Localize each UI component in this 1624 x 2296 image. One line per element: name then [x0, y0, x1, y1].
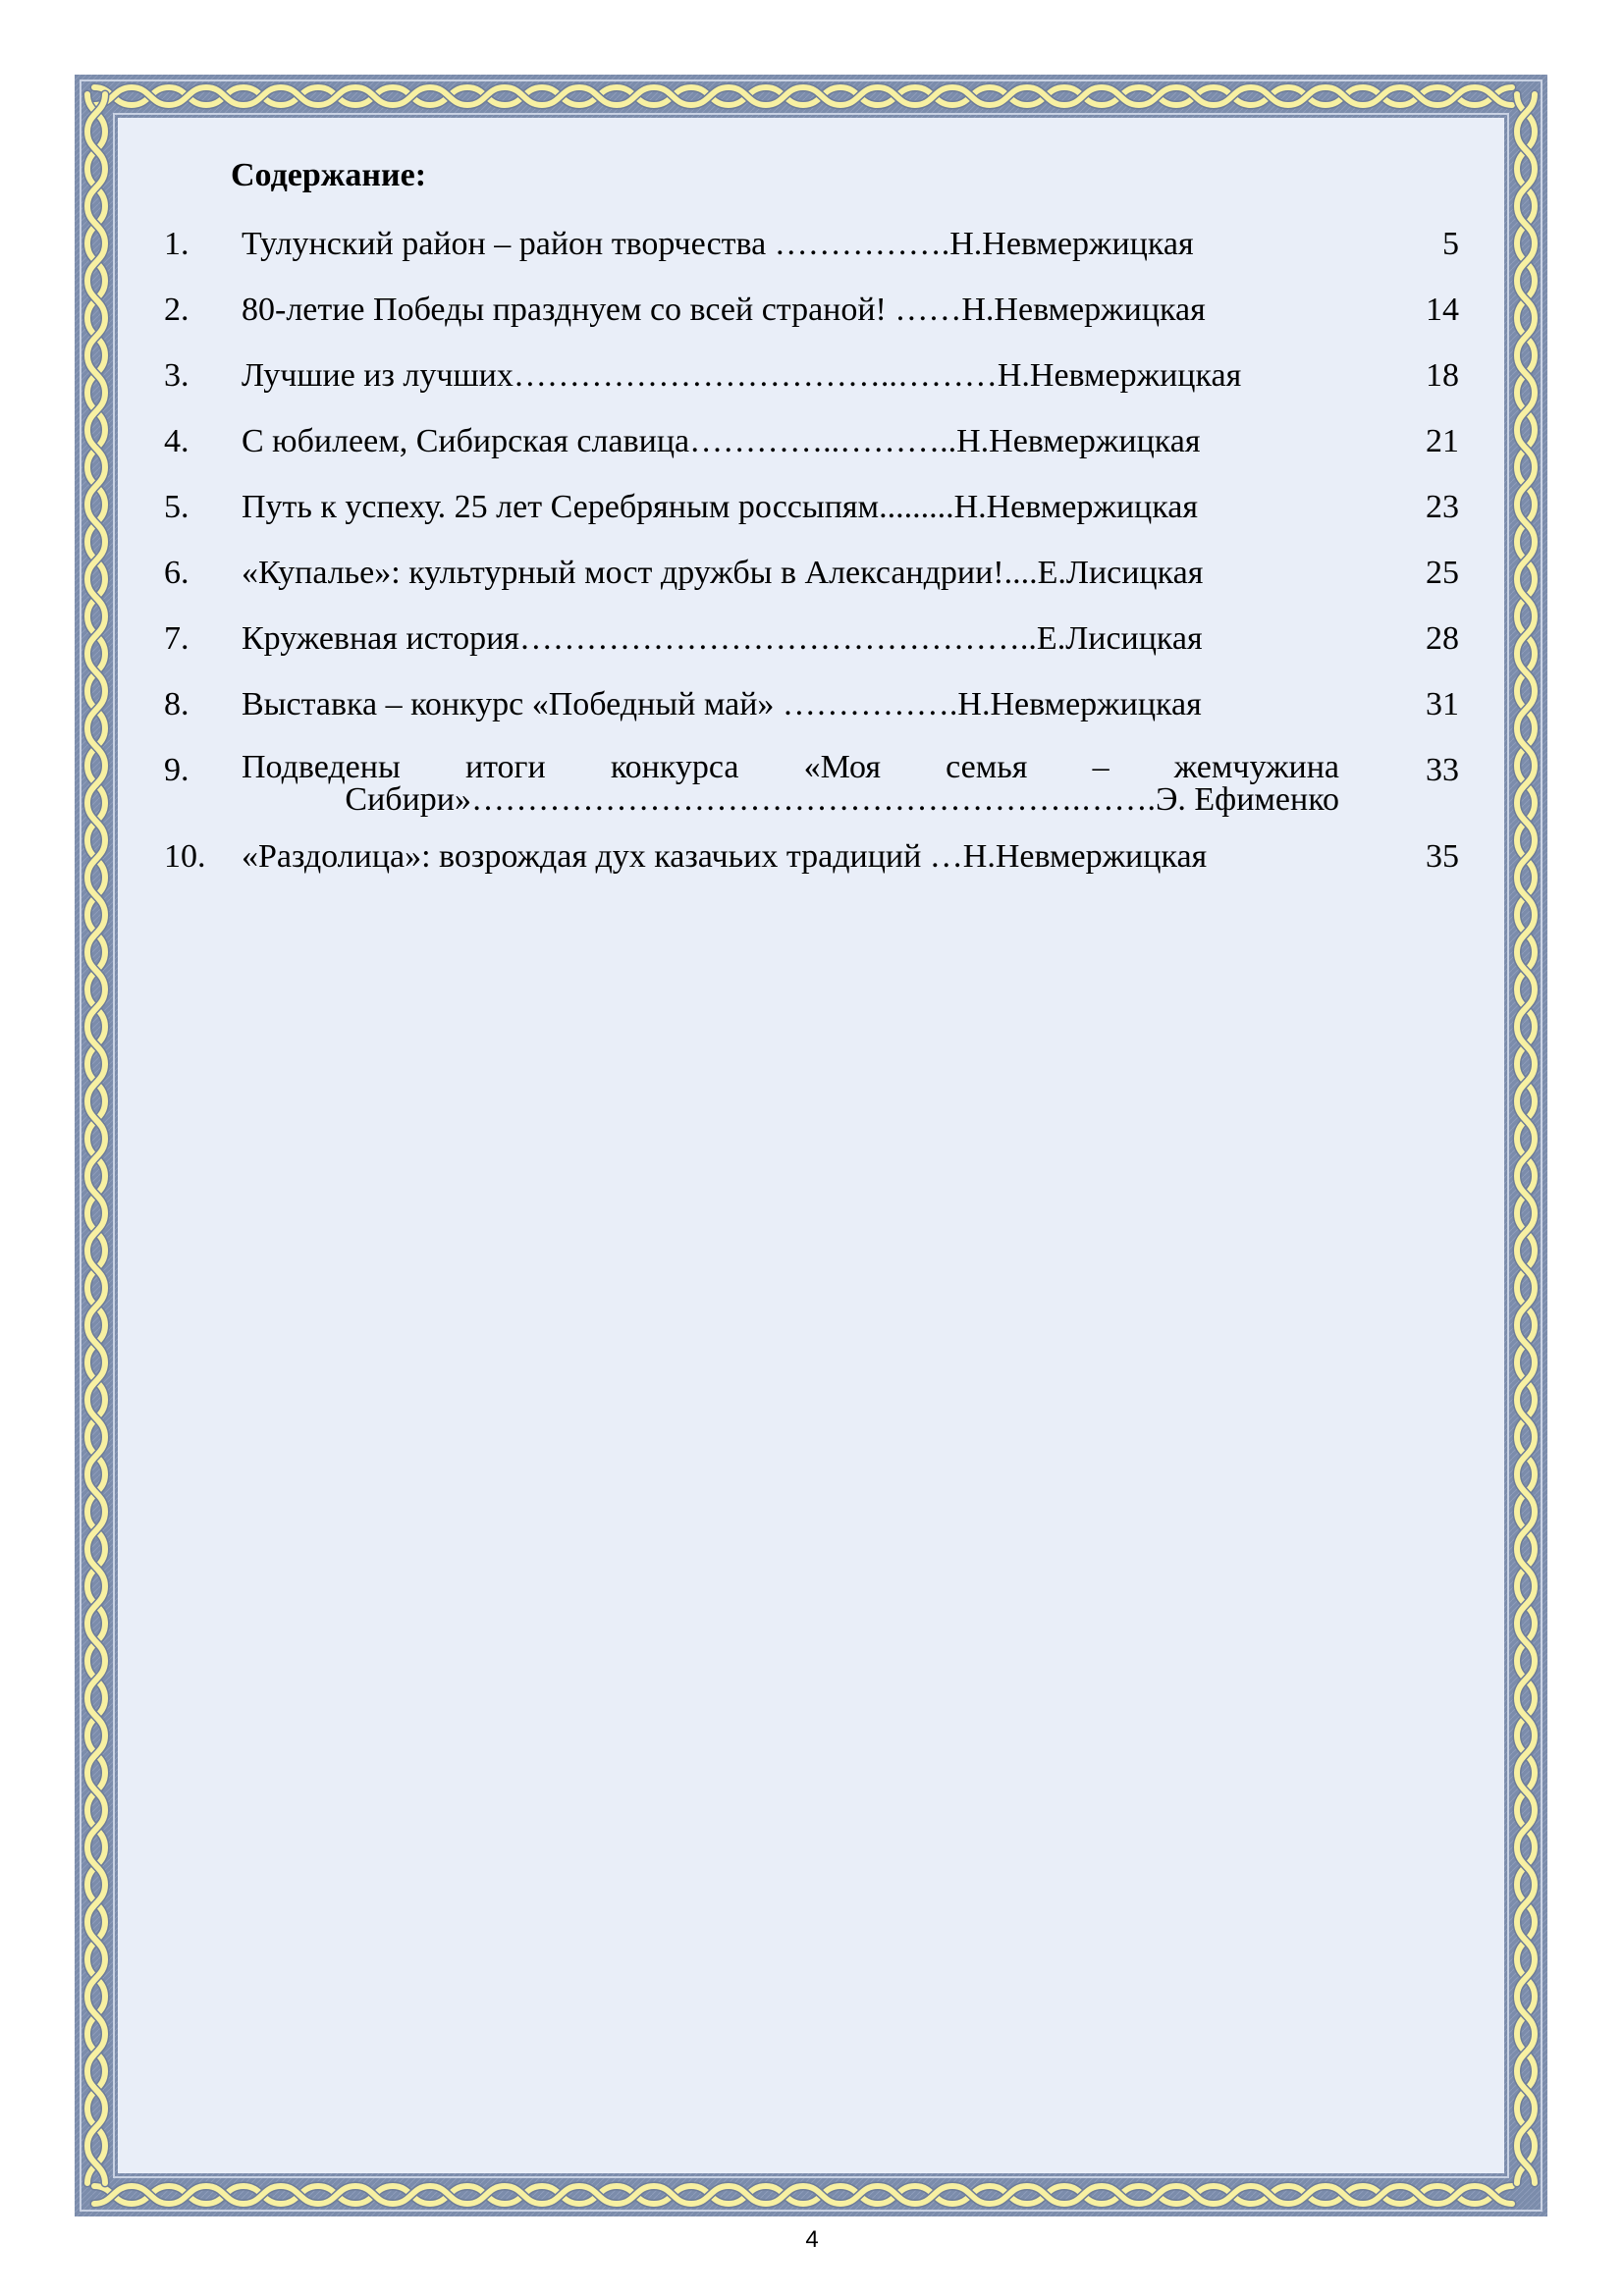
toc-entry-title: Подведены итоги конкурса «Моя семья – жемчужина Сибири»……………………………………………….…….Э. Ефименко: [242, 749, 1339, 818]
toc-entry-number: 8.: [164, 686, 189, 722]
toc-entry-title: Кружевная история………………………………………..Е.Лисицкая: [242, 620, 1203, 657]
toc-entry-title: 80-летие Победы празднуем со всей страной! ……Н.Невмержицкая: [242, 292, 1206, 328]
toc-entry-number: 1.: [164, 226, 189, 262]
toc-entry-title: «Купалье»: культурный мост дружбы в Александрии!....Е.Лисицкая: [242, 555, 1204, 591]
toc-entry-page: 35: [1426, 838, 1459, 875]
toc-entry-page: 21: [1426, 423, 1459, 459]
toc-entry-title: Тулунский район – район творчества …………….Н.Невмержицкая: [242, 226, 1194, 262]
toc-entry-number: 6.: [164, 555, 189, 591]
toc-entry-title: Путь к успеху. 25 лет Серебряным россыпям.........Н.Невмержицкая: [242, 489, 1198, 525]
toc-entry-page: 23: [1426, 489, 1459, 525]
page-number: 4: [805, 2226, 819, 2253]
toc-entry-title: «Раздолица»: возрождая дух казачьих традиций …Н.Невмержицкая: [242, 838, 1208, 875]
toc-entry-number: 3.: [164, 357, 189, 394]
toc-entry-title: Выставка – конкурс «Победный май» …………….Н.Невмержицкая: [242, 686, 1202, 722]
toc-entry-number: 2.: [164, 292, 189, 328]
toc-entry-number: 4.: [164, 423, 189, 459]
toc-entry-title: Лучшие из лучших……………………………..………Н.Невмержицкая: [242, 357, 1242, 394]
toc-title: Содержание:: [231, 157, 427, 193]
toc-entry-page: 18: [1426, 357, 1459, 394]
toc-entry-page: 14: [1426, 292, 1459, 328]
toc-entry-page: 25: [1426, 555, 1459, 591]
toc-entry-number: 10.: [164, 838, 206, 875]
toc-entry-page: 5: [1442, 226, 1459, 262]
toc-entry-number: 5.: [164, 489, 189, 525]
toc-entry-page: 31: [1426, 686, 1459, 722]
toc-entry-page: 28: [1426, 620, 1459, 657]
toc-entry-title: С юбилеем, Сибирская славица…………..………..Н.Невмержицкая: [242, 423, 1201, 459]
toc-entry-number: 7.: [164, 620, 189, 657]
toc-entry-number: 9.: [164, 752, 189, 788]
toc-entry-page: 33: [1426, 752, 1459, 788]
